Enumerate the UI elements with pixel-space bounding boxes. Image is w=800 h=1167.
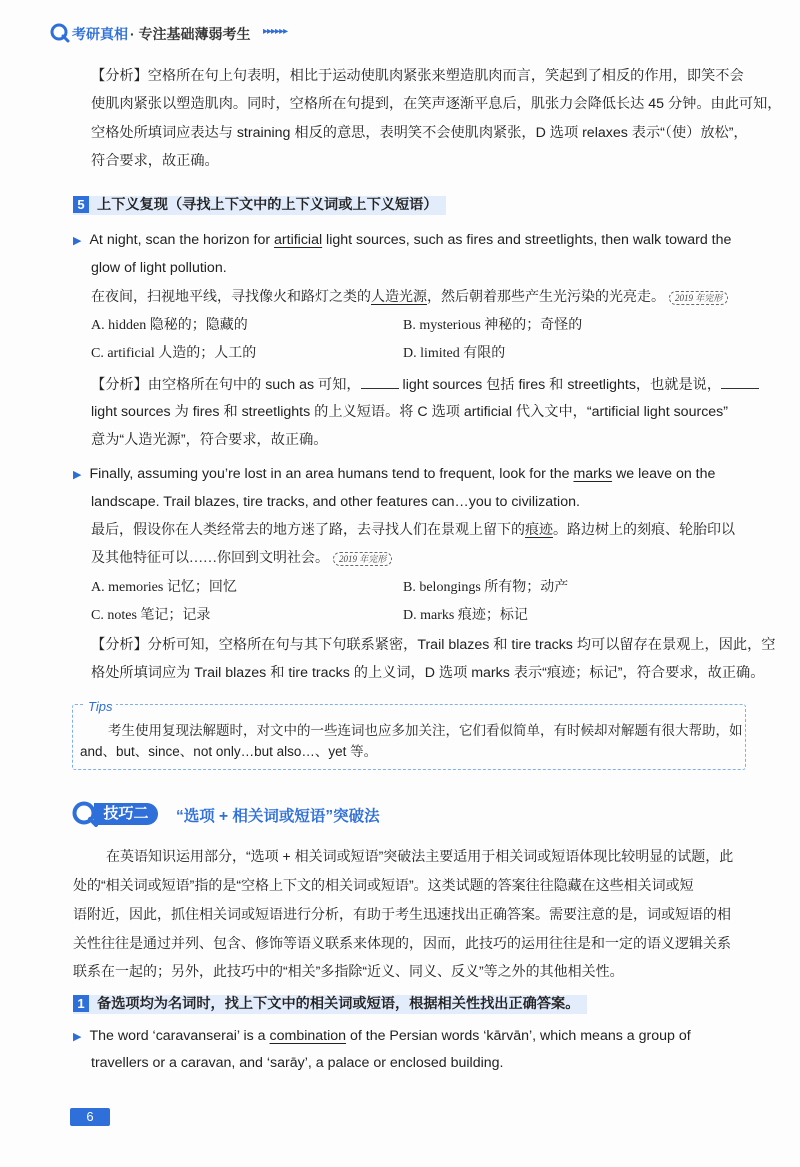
tips-line: and、but、since、not only…but also…、yet 等。 [80, 744, 378, 759]
section-number: 1 [73, 995, 89, 1012]
analysis-line: light sources 为 fires 和 streetlights 的上义短语。将 C 选项 artificial 代入文中，“artificial light sources” [91, 404, 728, 420]
option-b: B. mysterious 神秘的；奇怪的 [403, 318, 583, 333]
example-cn-line: 最后，假设你在人类经常去的地方迷了路，去寻找人们在景观上留下的痕迹。路边树上的刻痕、轮胎印以 [91, 523, 735, 538]
analysis-line: 【分析】分析可知，空格所在句与其下句联系紧密，Trail blazes 和 tire tracks 均可以留存在景观上，因此，空 [91, 637, 776, 653]
analysis-line: 符合要求，故正确。 [91, 153, 219, 169]
bullet-triangle-icon: ▶ [73, 469, 82, 481]
technique-header [72, 801, 452, 827]
analysis-line: 使肌肉紧张以塑造肌肉。同时，空格所在句提到，在笑声逐渐平息后，肌张力会降低长达 45 分钟。由此可知， [91, 96, 782, 112]
exam-source-tag: 2019 年完形 [333, 552, 392, 566]
section-title: 上下义复现（寻找上下文中的上下义词或上下义短语） [97, 197, 438, 213]
analysis-line: 意为“人造光源”，符合要求，故正确。 [91, 432, 328, 448]
option-a: A. hidden 隐秘的；隐藏的 [91, 318, 248, 333]
search-logo-icon [50, 23, 70, 43]
example-cn-line: 及其他特征可以……你回到文明社会。 2019 年完形 [91, 549, 392, 569]
option-b: B. belongings 所有物；动产 [403, 580, 569, 595]
example-en-line: landscape. Trail blazes, tire tracks, and other features can…you to civilization. [91, 494, 580, 510]
key-word: artificial [274, 232, 323, 248]
example-en-line: ▶ The word ‘caravanserai’ is a combination of the Persian words ‘kārvān’, which means a group of [73, 1028, 691, 1044]
analysis-line: 格处所填词应为 Trail blazes 和 tire tracks 的上义词，D 选项 marks 表示“痕迹；标记”，符合要求，故正确。 [91, 665, 765, 681]
option-d: D. limited 有限的 [403, 346, 506, 361]
tips-label: Tips [84, 699, 116, 714]
option-c: C. notes 笔记；记录 [91, 608, 211, 623]
tips-line: 考生使用复现法解题时，对文中的一些连词也应多加关注，它们看似简单，有时候却对解题有很大帮助，如 [108, 723, 743, 738]
section-heading-1 [73, 995, 587, 1014]
key-word: marks [573, 466, 613, 482]
paragraph-line: 联系在一起的；另外，此技巧中的“相关”多指除“近义、同义、反义”等之外的其他相关性。 [73, 963, 624, 979]
technique-title: “选项 + 相关词或短语”突破法 [176, 808, 380, 825]
blank-line [361, 374, 399, 389]
analysis-line: 空格处所填词应表达与 straining 相反的意思，表明笑不会使肌肉紧张，D 选项 relaxes 表示“（使）放松”， [91, 125, 748, 141]
header-bar [50, 22, 350, 44]
paragraph-line: 在英语知识运用部分，“选项 + 相关词或短语”突破法主要适用于相关词或短语体现比较明显的试题，此 [106, 848, 734, 864]
header-slogan: · 专注基础薄弱考生 [130, 26, 251, 42]
example-en-line: ▶ At night, scan the horizon for artificial light sources, such as fires and streetlights, then walk toward the [73, 232, 732, 248]
analysis-line: 【分析】由空格所在句中的 such as 可知， light sources 包括 fires 和 streetlights，也就是说， [91, 374, 759, 395]
technique-badge: 技巧二 [94, 803, 158, 825]
key-word: combination [269, 1028, 347, 1044]
key-word-cn: 人造光源 [371, 290, 427, 305]
option-d: D. marks 痕迹；标记 [403, 608, 528, 623]
example-en-line: ▶ Finally, assuming you’re lost in an area humans tend to frequent, look for the marks we leave on the [73, 466, 716, 482]
section-heading-5 [73, 196, 446, 215]
header-arrows: ▸▸▸▸▸▸ [263, 26, 288, 37]
option-a: A. memories 记忆；回忆 [91, 580, 237, 595]
option-c: C. artificial 人造的；人工的 [91, 346, 257, 361]
bullet-triangle-icon: ▶ [73, 1031, 82, 1043]
bullet-triangle-icon: ▶ [73, 235, 82, 247]
section-title: 备选项均为名词时，找上下文中的相关词或短语，根据相关性找出正确答案。 [97, 996, 580, 1012]
paragraph-line: 语附近，因此，抓住相关词或短语进行分析，有助于考生迅速找出正确答案。需要注意的是，词或短语的相 [73, 906, 731, 922]
header-brand: 考研真相 [72, 26, 128, 42]
paragraph-line: 处的“相关词或短语”指的是“空格上下文的相关词或短语”。这类试题的答案往往隐藏在这些相关词或短 [73, 877, 694, 893]
example-en-line: travellers or a caravan, and ‘sarāy’, a palace or enclosed building. [91, 1055, 504, 1071]
example-en-line: glow of light pollution. [91, 260, 227, 276]
section-number: 5 [73, 196, 89, 213]
analysis-line: 【分析】空格所在句上句表明，相比于运动使肌肉紧张来塑造肌肉而言，笑起到了相反的作用，即笑不会 [91, 68, 744, 84]
page-number: 6 [70, 1108, 110, 1126]
exam-source-tag: 2019 年完形 [669, 291, 728, 305]
example-cn-line: 在夜间，扫视地平线，寻找像火和路灯之类的人造光源，然后朝着那些产生光污染的光亮走。 2019 年完形 [91, 288, 728, 308]
key-word-cn: 痕迹 [525, 523, 553, 538]
paragraph-line: 关性往往是通过并列、包含、修饰等语义联系来体现的，因而，此技巧的运用往往是和一定的语义逻辑关系 [73, 935, 731, 951]
blank-line [721, 374, 759, 389]
